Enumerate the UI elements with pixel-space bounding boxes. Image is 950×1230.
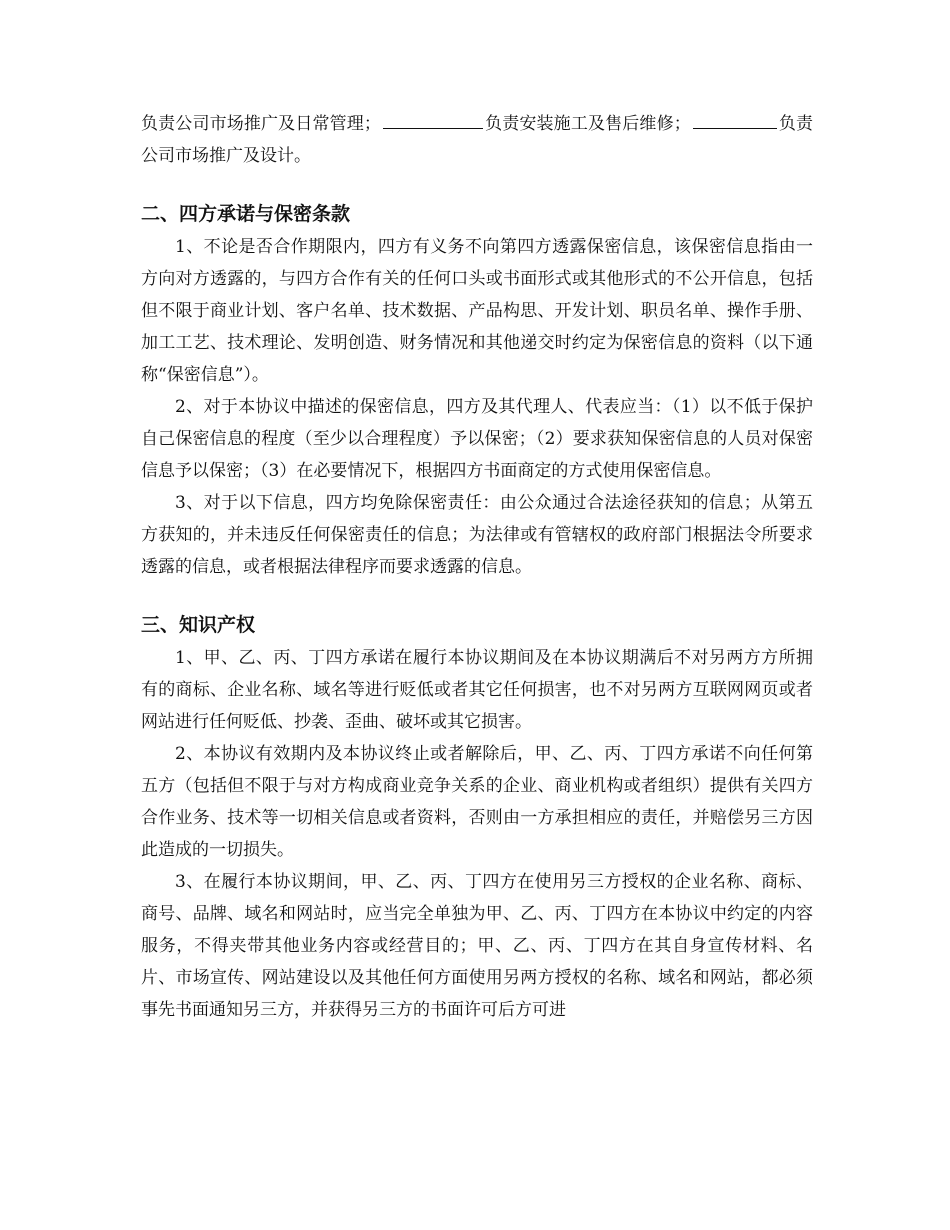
blank-line-1 (383, 110, 483, 129)
section-3-paragraph-2: 2、本协议有效期内及本协议终止或者解除后，甲、乙、丙、丁四方承诺不向任何第五方（包括但不限于与对方构成商业竞争关系的企业、商业机构或者组织）提供有关四方合作业务、技术等一切相关信息或者资料，否则由一方承担相应的责任，并赔偿另三方因此造成的一切损失。 (141, 744, 813, 860)
section-2-paragraph-1: 1、不论是否合作期限内，四方有义务不向第四方透露保密信息，该保密信息指由一方向对方透露的，与四方合作有关的任何口头或书面形式或其他形式的不公开信息，包括但不限于商业计划、客户名单、技术数据、产品构思、开发计划、职员名单、操作手册、加工工艺、技术理论、发明创造、财务情况和其他递交时约定为保密信息的资料（以下通称“保密信息”）。 (141, 237, 813, 385)
intro-text-3: 负责公司市场推广及设计。 (141, 114, 814, 166)
section-3-paragraph-3: 3、在履行本协议期间，甲、乙、丙、丁四方在使用另三方授权的企业名称、商标、商号、品牌、域名和网站时，应当完全单独为甲、乙、丙、丁四方在本协议中约定的内容服务，不得夹带其他业务内容或经营目的；甲、乙、丙、丁四方在其自身宣传材料、名片、市场宣传、网站建设以及其他任何方面使用另两方授权的名称、域名和网站，都必须事先书面通知另三方，并获得另三方的书面许可后方可进 (141, 872, 813, 1020)
intro-text-2: 负责安装施工及售后维修； (484, 114, 691, 134)
blank-line-2 (693, 110, 777, 129)
section-3-paragraph-1: 1、甲、乙、丙、丁四方承诺在履行本协议期间及在本协议期满后不对另两方方所拥有的商标、企业名称、域名等进行贬低或者其它任何损害，也不对另两方互联网网页或者网站进行任何贬低、抄袭、歪曲、破坏或其它损害。 (141, 648, 813, 732)
intro-text-1: 负责公司市场推广及日常管理； (141, 114, 381, 134)
section-2-heading: 二、四方承诺与保密条款 (141, 203, 351, 225)
intro-paragraph (141, 108, 813, 172)
section-2-paragraph-2: 2、对于本协议中描述的保密信息，四方及其代理人、代表应当：（1）以不低于保护自己保密信息的程度（至少以合理程度）予以保密；（2）要求获知保密信息的人员对保密信息予以保密；（3）在必要情况下，根据四方书面商定的方式使用保密信息。 (141, 397, 813, 481)
section-2-paragraph-3: 3、对于以下信息，四方均免除保密责任：由公众通过合法途径获知的信息；从第五方获知的，并未违反任何保密责任的信息；为法律或有管辖权的政府部门根据法令所要求透露的信息，或者根据法律程序而要求透露的信息。 (141, 493, 813, 577)
section-3-heading: 三、知识产权 (141, 614, 256, 636)
document-body (141, 108, 813, 1026)
